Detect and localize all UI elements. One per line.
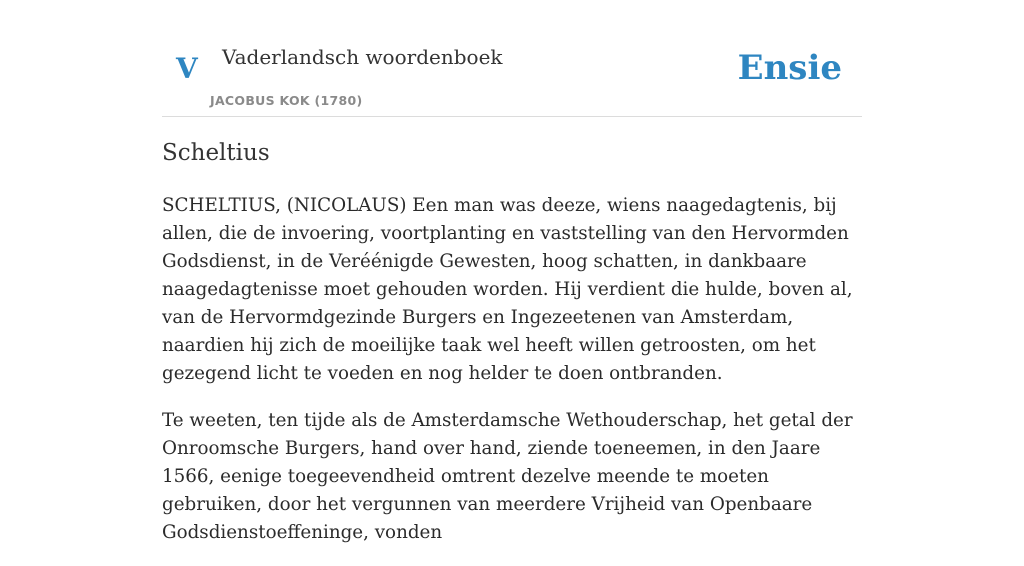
entry-title: Scheltius bbox=[162, 140, 270, 166]
entry-content bbox=[162, 192, 862, 566]
page-header bbox=[162, 0, 862, 117]
book-title[interactable]: Vaderlandsch woordenboek bbox=[222, 45, 503, 69]
book-author: JACOBUS KOK (1780) bbox=[210, 93, 363, 108]
brand-logo[interactable]: Ensie bbox=[737, 48, 842, 88]
entry-paragraph: SCHELTIUS, (NICOLAUS) Een man was deeze, wiens naagedagtenis, bij allen, die de invoering, voortplanting en vaststelling van den Hervormden Godsdienst, in de Veréénigde Gewesten, hoog schatten, in dankbaare naagedagtenisse moet gehouden worden. Hij verdient die hulde, boven al, van de Hervormdgezinde Burgers en Ingezeetenen van Amsterdam, naardien hij zich de moeilijke taak wel heeft willen getroosten, om het gezegend licht te voeden en nog helder te doen ontbranden. bbox=[162, 195, 853, 384]
entry-paragraph: Te weeten, ten tijde als de Amsterdamsche Wethouderschap, het getal der Onroomsche Burgers, hand over hand, ziende toeneemen, in den Jaare 1566, eenige toegeevendheid omtrent dezelve meende te moeten gebruiken, door het vergunnen van meerdere Vrijheid van Openbaare Godsdienstoeffeninge, vonden bbox=[162, 410, 853, 543]
book-letter-badge[interactable]: V bbox=[176, 52, 198, 85]
